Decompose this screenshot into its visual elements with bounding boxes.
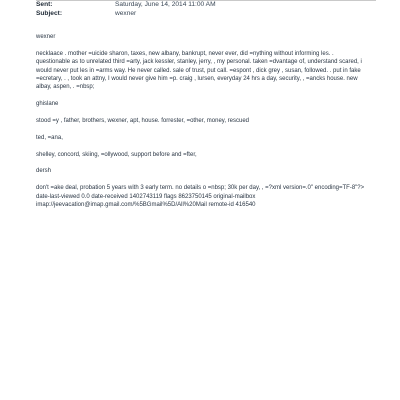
sent-value: Saturday, June 14, 2014 11:00 AM [115,1,216,8]
sent-label: Sent: [36,1,53,8]
body-paragraph-shelley: shelley, concord, skiing, =ollywood, support before and =fter, [36,151,197,158]
body-paragraph-greeting: wexner [36,34,56,40]
subject-label: Subject: [36,10,63,17]
email-header [36,0,376,18]
body-paragraph-stood: stood =y , father, brothers, wexner, apt, house. forrester, =other, money, rescued [36,118,250,125]
subject-value: wexner [115,10,137,17]
body-paragraph-ted: ted, =ana, [36,134,63,141]
subject-row [36,9,376,18]
sent-row [36,0,376,9]
body-paragraph-notes: necklaace . mother =uicide sharon, taxes, new albany, bankrupt, never ever, did =nything without informing les. . questionable as to unrelated third =arty, jack kessler, stanley, jerry, , my personal. taken =dvantage of, understand scared, i would never put les in =arms way. He never called. sale of trust, put call. =espont , dick grey , susan, followed. . put in fake =ecretary, . , took an attny, I would never give him =p. craig , lursen, everyday 24 hrs a day, security, , =ancks house. new albay, aspen, . =nbsp; [36,50,362,91]
body-paragraph-dersh: dersh [36,168,52,175]
email-body [36,33,366,218]
body-paragraph-ghislane: ghislane [36,101,59,108]
body-paragraph-deal: don't =ake deal, probation 5 years with 3 early term. no details o =nbsp; 30k per day, , =?xml version=.0" encoding=TF-8"?> date-last-viewed 0.0 date-received 1402743119 flags 8623750145 original-mailbox imap://jeevacation@imap.gmail.com/%5BGmail%5D/All%20Mail remote-id 416540 [36,185,365,209]
